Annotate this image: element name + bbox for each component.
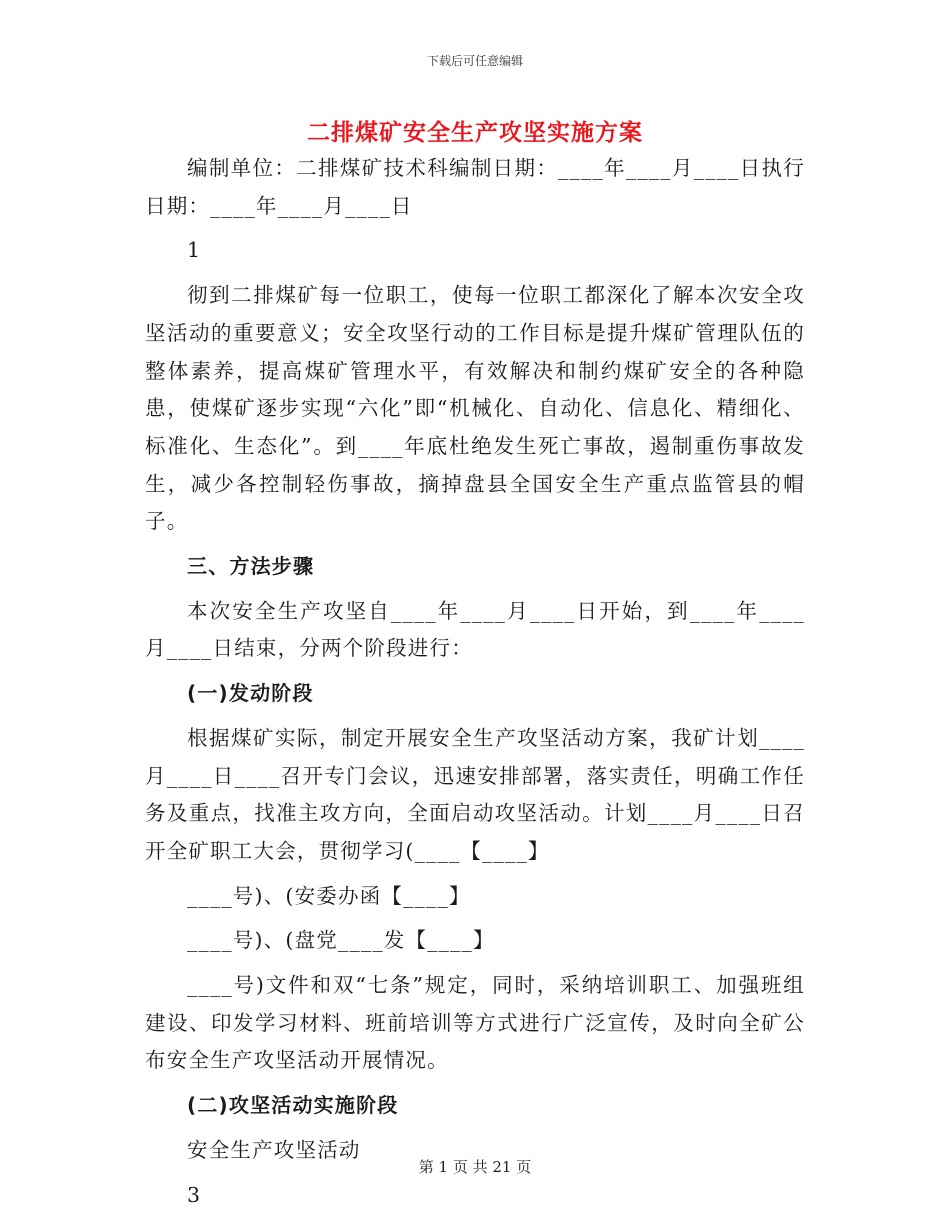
section-heading-methods: 三、方法步骤: [187, 554, 315, 579]
page-marker-1: 1: [187, 238, 202, 263]
page-marker-3: 3: [187, 1182, 202, 1207]
publicity-paragraph: ____号)文件和双“七条”规定，同时，采纳培训职工、加强班组建设、印发学习材料、班前培训等方式进行广泛宣传，及时向全矿公布安全生产攻坚活动开展情况。: [145, 973, 805, 1073]
reference-line-1: ____号)、(安委办函【____】: [187, 883, 471, 908]
mobilization-paragraph: 根据煤矿实际，制定开展安全生产攻坚活动方案，我矿计划____月____日____召开专门会议，迅速安排部署，落实责任，明确工作任务及重点，找准主攻方向，全面启动攻坚活动。计划____月____日召开全矿职工大会，贯彻学习(____【____】: [145, 725, 805, 863]
implementation-paragraph: 安全生产攻坚活动: [187, 1137, 361, 1162]
goal-paragraph: 彻到二排煤矿每一位职工，使每一位职工都深化了解本次安全攻坚活动的重要意义；安全攻坚行动的工作目标是提升煤矿管理队伍的整体素养，提高煤矿管理水平，有效解决和制约煤矿安全的各种隐患，使煤矿逐步实现“六化”即“机械化、自动化、信息化、精细化、标准化、生态化”。到____年底杜绝发生死亡事故，遏制重伤事故发生，减少各控制轻伤事故，摘掉盘县全国安全生产重点监管县的帽子。: [145, 283, 805, 534]
document-title: 二排煤矿安全生产攻坚实施方案: [307, 119, 643, 146]
compile-info-paragraph: 编制单位：二排煤矿技术科编制日期：____年____月____日执行日期：____年____月____日: [145, 156, 805, 218]
reference-line-2: ____号)、(盘党____发【____】: [187, 928, 495, 953]
subsection-heading-implementation: (二)攻坚活动实施阶段: [187, 1093, 399, 1118]
schedule-paragraph: 本次安全生产攻坚自____年____月____日开始，到____年____月____日结束，分两个阶段进行：: [145, 598, 805, 661]
subsection-heading-mobilization: (一)发动阶段: [187, 681, 314, 706]
page-footer: 第 1 页 共 21 页: [418, 1158, 532, 1176]
page-header-note: 下载后可任意编辑: [426, 54, 523, 68]
document-body: [145, 150, 805, 1214]
